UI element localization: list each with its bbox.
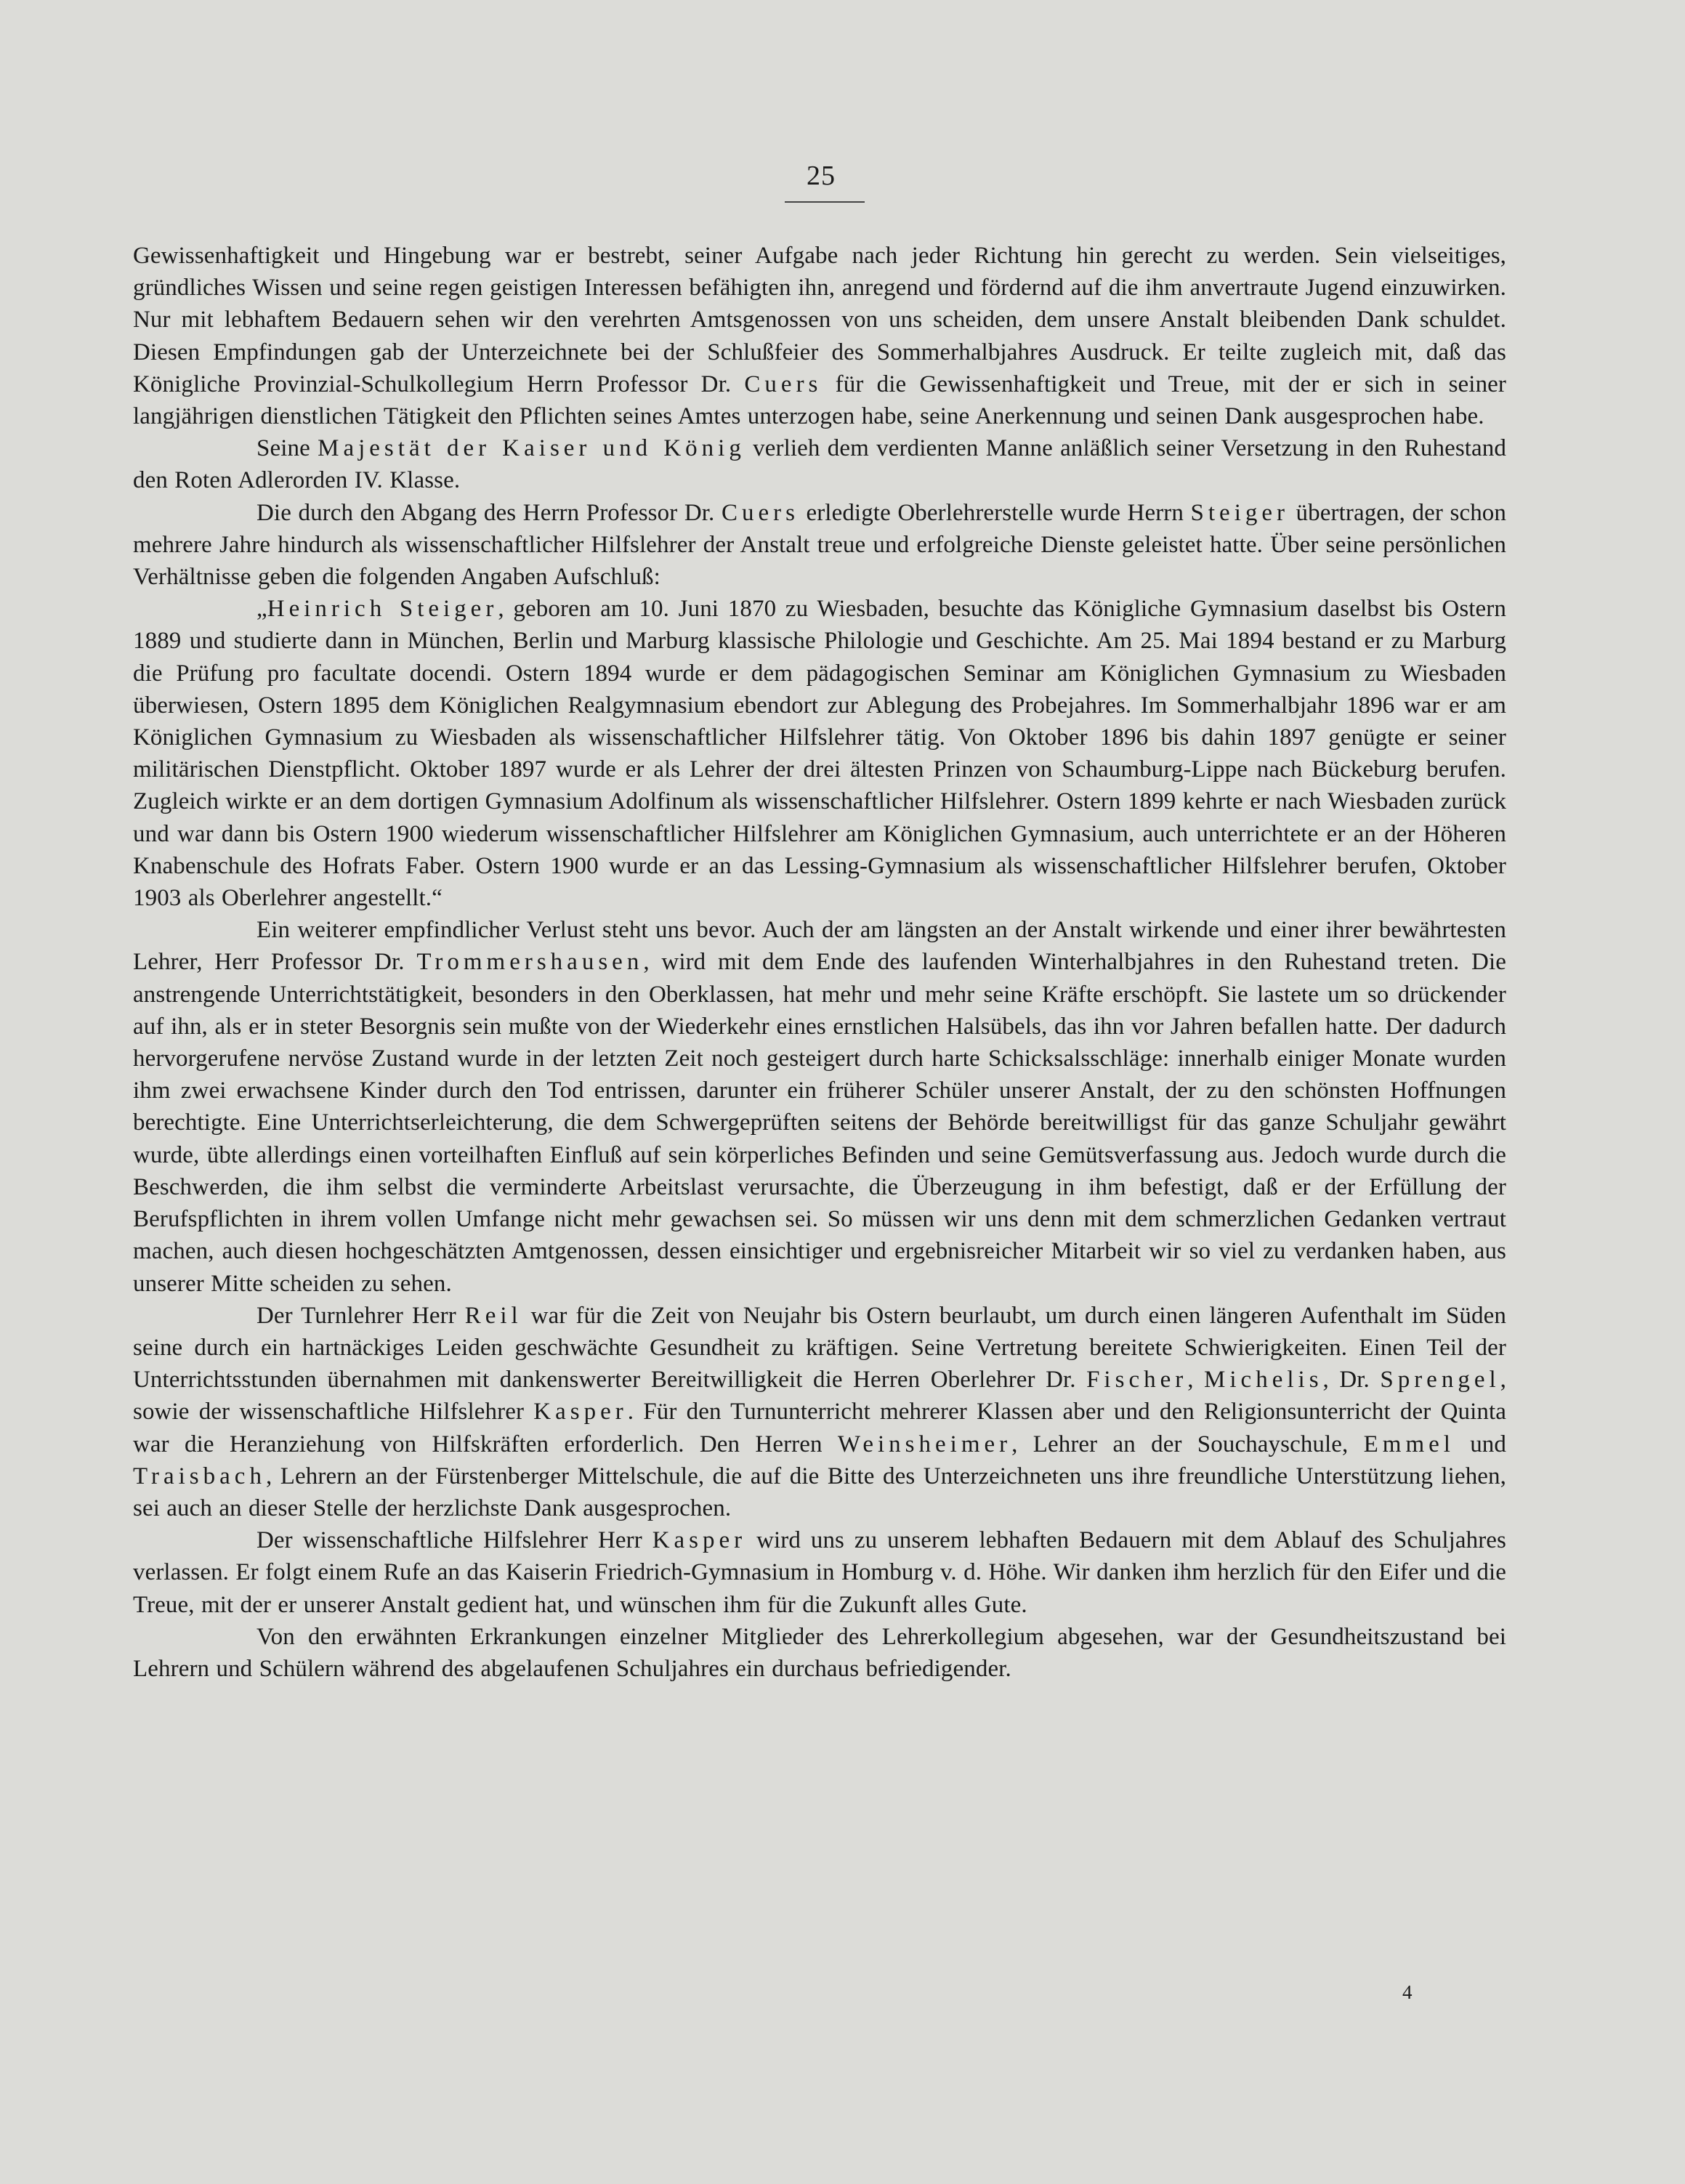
text-run: . Für den Turnunterricht mehrerer Klassen aber und den Religionsunterricht der Quinta war die Heranziehung von Hilfskräften erforderlich. Den Herren — [133, 1399, 1506, 1457]
spaced-name: Fischer — [1086, 1367, 1188, 1394]
spaced-name: Reil — [464, 1302, 522, 1329]
text-run: Der wissenschaftliche Hilfslehrer Herr — [256, 1527, 652, 1554]
paragraph — [133, 1524, 1506, 1621]
spaced-name: Majestät der Kaiser und König — [318, 435, 745, 462]
text-run: Seine — [256, 435, 318, 462]
paragraph — [133, 1300, 1506, 1524]
spaced-name: Trommershausen — [416, 949, 644, 976]
text-run: , geboren am 10. Juni 1870 zu Wiesbaden, besuchte das Königliche Gymnasium daselbst bis Ostern 1889 und studierte dann in München, Berlin und Marburg klassische Philologie und Geschichte. Am 25. Mai 1894 bestand er zu Marburg die Prüfung pro facultate docendi. Ostern 1894 wurde er dem pädagogischen Seminar am Königlichen Gymnasium zu Wiesbaden überwiesen, Ostern 1895 dem Königlichen Realgymnasium ebendort zur Ablegung des Probejahres. Im Sommerhalbjahr 1896 war er am Königlichen Gymnasium zu Wiesbaden als wissenschaftlicher Hilfslehrer tätig. Von Oktober 1896 bis dahin 1897 genügte er seiner militärischen Dienstpflicht. Oktober 1897 wurde er als Lehrer der drei ältesten Prinzen von Schaumburg-Lippe nach Bückeburg berufen. Zugleich wirkte er an dem dortigen Gymnasium Adolfinum als wissenschaftlicher Hilfslehrer. Ostern 1899 kehrte er nach Wiesbaden zurück und war dann bis Ostern 1900 wiederum wissenschaftlicher Hilfslehrer am Königlichen Gymnasium, auch unterrichtete er an der Höheren Knabenschule des Hofrats Faber. Ostern 1900 wurde er an das Lessing-Gymnasium als wissenschaftlicher Hilfslehrer berufen, Oktober 1903 als Oberlehrer angestellt.“ — [133, 596, 1506, 912]
spaced-name: Cuers — [744, 371, 823, 397]
text-run: verlieh dem verdienten Manne anläßlich seiner Versetzung in den Ruhestand den Roten Adlerorden IV. Klasse. — [133, 435, 1506, 494]
text-run: Ein weiterer empfindlicher Verlust steht uns bevor. Auch der am längsten an der Anstalt wirkende und einer ihrer bewährtesten Lehrer, Herr Professor Dr. — [133, 917, 1506, 976]
text-run: , sowie der wissenschaftliche Hilfslehrer — [133, 1367, 1507, 1425]
spaced-name: Traisbach — [133, 1463, 266, 1489]
text-run: war für die Zeit von Neujahr bis Ostern beurlaubt, um durch einen längeren Aufenthalt im Süden seine durch ein hartnäckiges Leiden geschwächte Gesundheit zu kräftigen. Seine Vertretung bereitete Schwierigkeiten. Einen Teil der Unterrichtsstunden übernahmen mit dankenswerter Bereitwilligkeit die Herren Oberlehrer Dr. — [133, 1302, 1506, 1394]
header-rule — [785, 201, 865, 203]
text-run: Die durch den Abgang des Herrn Professor Dr. — [256, 499, 722, 526]
page-number: 25 — [807, 161, 836, 191]
spaced-name: Sprengel — [1380, 1367, 1500, 1394]
spaced-name: Heinrich Steiger — [267, 596, 498, 623]
paragraph — [133, 240, 1506, 432]
paragraph — [133, 497, 1506, 594]
text-run: , Dr. — [1322, 1367, 1381, 1394]
paragraph — [133, 593, 1506, 914]
text-run: Von den erwähnten Erkrankungen einzelner Mitglieder des Lehrerkollegium abgesehen, war der Gesundheitszustand bei Lehrern und Schülern während des abgelaufenen Schuljahres ein durchaus befriedigender. — [133, 1623, 1506, 1682]
paragraph — [133, 432, 1506, 496]
text-run: erledigte Oberlehrerstelle wurde Herrn — [799, 499, 1191, 526]
body-text — [133, 240, 1506, 1685]
text-run: , — [1187, 1367, 1205, 1394]
text-run: übertragen, der schon mehrere Jahre hindurch als wissenschaftlicher Hilfslehrer der Anstalt treue und erfolgreiche Dienste geleistet hatte. Über seine persönlichen Verhältnisse geben die folgenden Angaben Aufschluß: — [133, 499, 1506, 591]
spaced-name: Michelis — [1204, 1367, 1323, 1394]
spaced-name: Kasper — [652, 1527, 747, 1554]
paragraph — [133, 914, 1506, 1299]
signature-mark: 4 — [1402, 1981, 1413, 2003]
spaced-name: Cuers — [721, 499, 799, 526]
text-run: , Lehrer an der Souchayschule, — [1011, 1431, 1364, 1457]
text-run: , Lehrern an der Fürstenberger Mittelschule, die auf die Bitte des Unterzeichneten uns ihre freundliche Unterstützung liehen, sei auch an dieser Stelle der herzlichste Dank ausgesprochen. — [133, 1463, 1506, 1521]
text-run: Der Turnlehrer Herr — [256, 1302, 465, 1329]
spaced-name: Steiger — [1190, 499, 1290, 526]
text-run: , wird mit dem Ende des laufenden Winterhalbjahres in den Ruhestand treten. Die anstrengende Unterrichtstätigkeit, besonders in den Oberklassen, hat mehr und mehr seine Kräfte erschöpft. Sie lastete um so drückender auf ihn, als er in steter Besorgnis sein mußte von der Wiederkehr eines ernstlichen Halsübels, das ihn vor Jahren befallen hatte. Der dadurch hervorgerufene nervöse Zustand wurde in der letzten Zeit noch gesteigert durch harte Schicksalsschläge: innerhalb einiger Monate wurden ihm zwei erwachsene Kinder durch den Tod entrissen, darunter ein früherer Schüler unserer Anstalt, der zu den schönsten Hoffnungen berechtigte. Eine Unterrichtserleichterung, die dem Schwergeprüften seitens der Behörde bereitwilligst für das ganze Schuljahr gewährt wurde, übte allerdings einen vorteilhaften Einfluß auf sein körperliches Befinden und seine Gemütsverfassung aus. Jedoch wurde durch die Beschwerden, die ihm selbst die verminderte Arbeitslast verursachte, die Überzeugung in ihm befestigt, daß er der Erfüllung der Berufspflichten in ihrem vollen Umfange nicht mehr gewachsen sei. So müssen wir uns denn mit dem schmerzlichen Gedanken vertraut machen, auch diesen hochgeschätzten Amtgenossen, dessen einsichtiger und ergebnisreicher Mitarbeit wir so viel zu verdanken haben, aus unserer Mitte scheiden zu sehen. — [133, 949, 1506, 1297]
text-run: für die Gewissenhaftigkeit und Treue, mit der er sich in seiner langjährigen dienstlichen Tätigkeit den Pflichten seines Amtes unterzogen habe, seine Anerkennung und seinen Dank ausgesprochen habe. — [133, 371, 1506, 430]
text-run: wird uns zu unserem lebhaften Bedauern mit dem Ablauf des Schuljahres verlassen. Er folgt einem Rufe an das Kaiserin Friedrich-Gymnasium in Homburg v. d. Höhe. Wir danken ihm herzlich für den Eifer und die Treue, mit der er unserer Anstalt gedient hat, und wünschen ihm für die Zukunft alles Gute. — [133, 1527, 1506, 1618]
paragraph — [133, 1621, 1506, 1685]
text-run: und — [1454, 1431, 1506, 1457]
spaced-name: Emmel — [1363, 1431, 1455, 1457]
spaced-name: Kasper — [533, 1399, 628, 1425]
spaced-name: Weinsheimer — [837, 1431, 1012, 1457]
text-run: „ — [256, 596, 267, 623]
text-run: Gewissenhaftigkeit und Hingebung war er bestrebt, seiner Aufgabe nach jeder Richtung hin gerecht zu werden. Sein vielseitiges, gründliches Wissen und seine regen geistigen Interessen befähigten ihn, anregend und fördernd auf die ihm anvertraute Jugend einzuwirken. Nur mit lebhaftem Bedauern sehen wir den verehrten Amtsgenossen von uns scheiden, dem unsere Anstalt bleibenden Dank schuldet. Diesen Empfindungen gab der Unterzeichnete bei der Schlußfeier des Sommerhalbjahres Ausdruck. Er teilte zugleich mit, daß das Königliche Provinzial-Schulkollegium Herrn Professor Dr. — [133, 243, 1506, 397]
